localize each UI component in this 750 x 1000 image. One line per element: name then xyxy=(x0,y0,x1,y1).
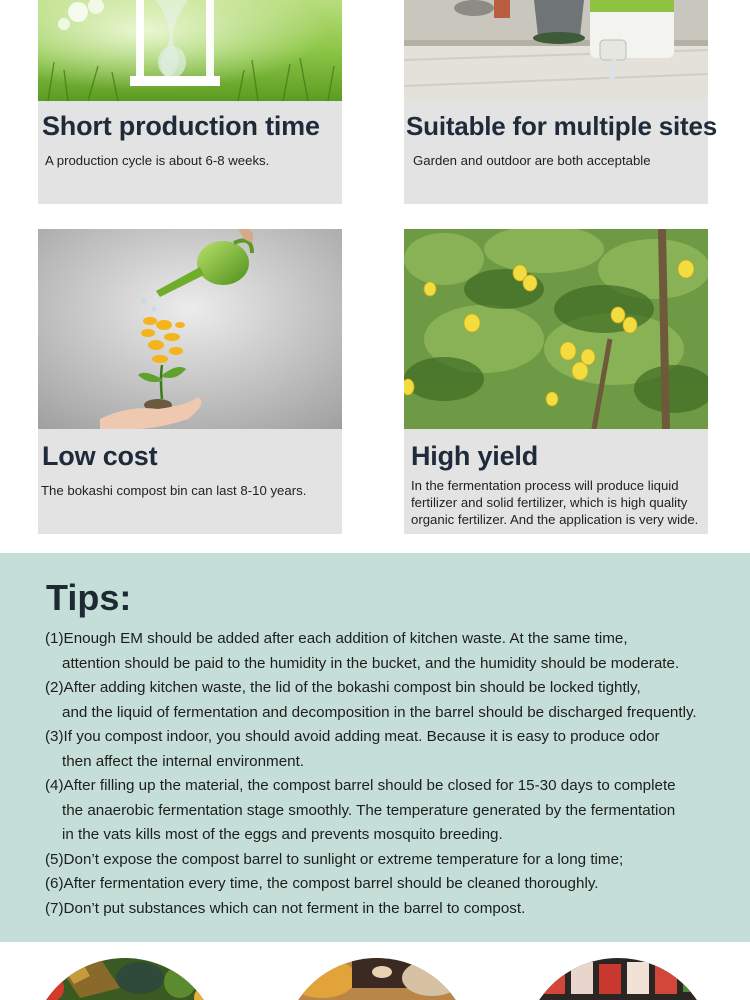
lemon-tree-photo xyxy=(404,229,708,429)
feature-card-multiple-sites xyxy=(404,0,717,204)
tips-list xyxy=(45,627,735,921)
compost-bin-patio-photo xyxy=(404,0,708,101)
tip-line: (1)Enough EM should be added after each addition of kitchen waste. At the same time, xyxy=(45,630,628,647)
watering-can-coins-photo xyxy=(38,229,342,429)
tip-line: (4)After filling up the material, the compost barrel should be closed for 15-30 days to complete xyxy=(45,777,676,794)
feature-description-line: fertilizer and solid fertilizer, which is high quality xyxy=(411,495,688,510)
tip-line: (7)Don’t put substances which can not ferment in the barrel to compost. xyxy=(45,899,526,917)
tip-line: (5)Don’t expose the compost barrel to sunlight or extreme temperature for a long time; xyxy=(45,850,624,868)
tip-item xyxy=(45,627,735,676)
feature-description: The bokashi compost bin can last 8-10 years. xyxy=(41,483,307,498)
fruits-vegetables-image xyxy=(30,958,220,1000)
hourglass-grass-photo xyxy=(38,0,342,101)
tip-line: (2)After adding kitchen waste, the lid of the bokashi compost bin should be locked tightly, xyxy=(45,679,641,696)
tip-item xyxy=(45,848,735,873)
feature-description-line: In the fermentation process will produce liquid xyxy=(411,478,679,493)
tips-section xyxy=(0,553,750,942)
tip-line: (3)If you compost indoor, you should avoid adding meat. Because it is easy to produce odor xyxy=(45,728,660,745)
feature-card-low-cost xyxy=(38,229,342,534)
tip-item xyxy=(45,897,735,922)
bread-snacks-image xyxy=(282,958,472,1000)
bottom-images-row xyxy=(0,942,750,1000)
tip-line: in the vats kills most of the eggs and prevents mosquito breeding. xyxy=(62,826,503,843)
feature-description-line: organic fertilizer. And the application is very wide. xyxy=(411,512,699,527)
tip-item xyxy=(45,725,735,774)
tip-item xyxy=(45,676,735,725)
feature-card-short-production xyxy=(38,0,342,204)
tip-line: (6)After fermentation every time, the compost barrel should be cleaned thoroughly. xyxy=(45,875,599,892)
feature-title: Suitable for multiple sites xyxy=(406,111,717,141)
feature-title: Short production time xyxy=(42,111,320,141)
tips-title: Tips: xyxy=(46,577,132,618)
tip-item xyxy=(45,774,735,848)
tip-line: the anaerobic fermentation stage smoothly. The temperature generated by the fermentation xyxy=(62,801,676,819)
feature-title: Low cost xyxy=(42,441,158,471)
tip-line: then affect the internal environment. xyxy=(62,752,305,770)
tip-line: attention should be paid to the humidity in the bucket, and the humidity should be moderate. xyxy=(62,654,680,672)
tip-item xyxy=(45,872,735,897)
feature-title: High yield xyxy=(411,441,539,471)
feature-description: Garden and outdoor are both acceptable xyxy=(413,153,651,168)
feature-description: A production cycle is about 6-8 weeks. xyxy=(45,153,270,168)
meat-skewers-image xyxy=(523,958,713,1000)
feature-card-high-yield xyxy=(404,229,708,534)
tip-line: and the liquid of fermentation and decomposition in the barrel should be discharged frequently. xyxy=(62,703,697,721)
feature-description xyxy=(411,477,711,528)
